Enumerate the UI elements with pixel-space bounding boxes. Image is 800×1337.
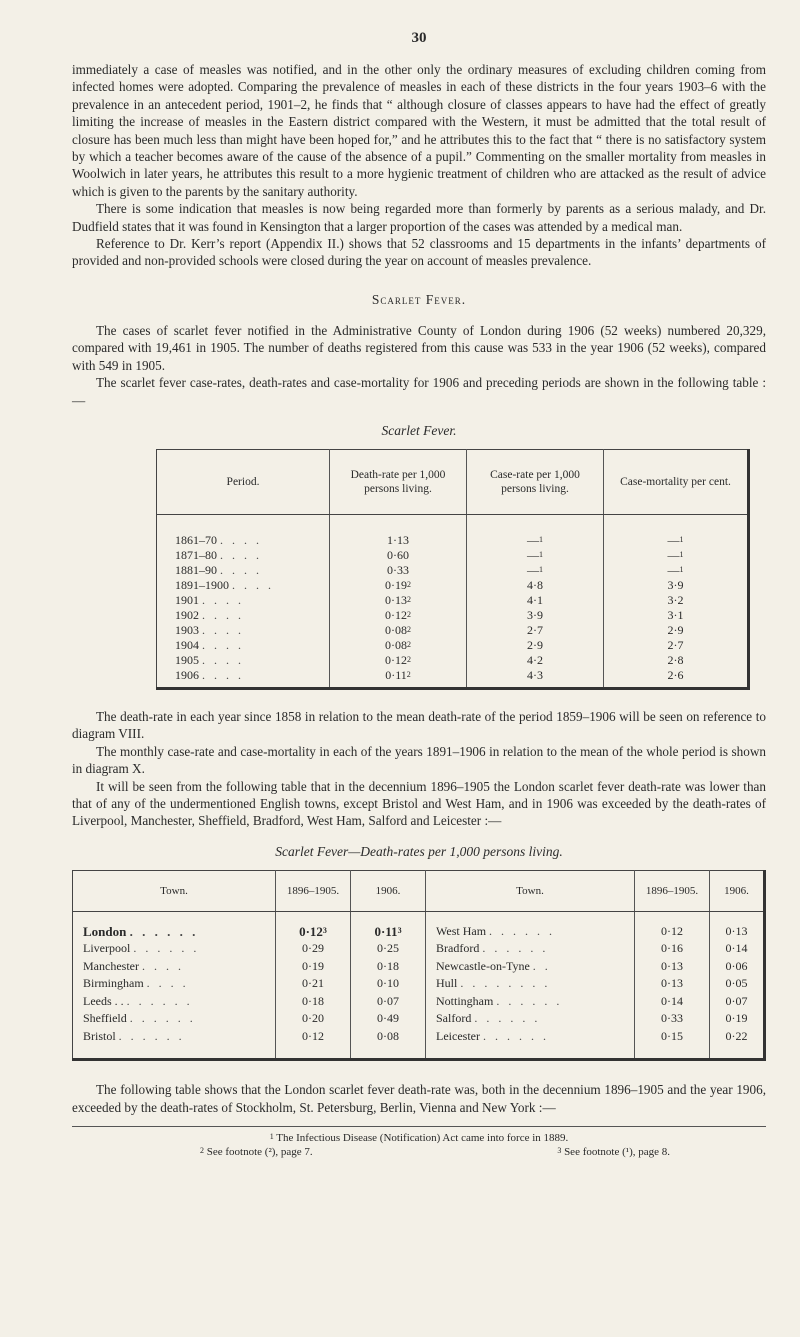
leader-dots: . . . . (202, 652, 244, 667)
table-row (157, 653, 749, 668)
leader-dots: . . . . . . (482, 941, 549, 956)
town-a-1896-cell (276, 911, 351, 940)
period-cell (157, 578, 330, 593)
town-a-name: Liverpool (83, 941, 131, 956)
death-rate-footnote: 2 (407, 624, 411, 634)
period-label: 1906 (175, 667, 199, 682)
case-mortality-cell (604, 638, 749, 653)
town-a-1896-value: 0·12 (299, 923, 323, 939)
leader-dots: . . . . . . . . (460, 976, 551, 991)
death-rate-value: 1·13 (387, 532, 409, 547)
town-a-1896-value: 0·18 (302, 993, 324, 1008)
death-rate-value: 0·12 (385, 607, 407, 622)
town-a-1906-cell (351, 1028, 426, 1060)
period-label: 1881–90 (175, 562, 217, 577)
col-header-case-rate: Case-rate per 1,000 persons living. (467, 449, 604, 514)
death-rate-footnote: 2 (407, 639, 411, 649)
town-a-name: London (83, 923, 127, 939)
footnote-3-text: See footnote (¹), page 8. (564, 1146, 670, 1159)
case-mortality-cell (604, 578, 749, 593)
col-header-b-1896: 1896–1905. (635, 870, 710, 911)
case-rate-value: — (527, 562, 539, 577)
period-label: 1905 (175, 652, 199, 667)
town-b-cell (426, 958, 635, 976)
case-mortality-value: 3·9 (667, 577, 684, 592)
town-b-name: Leicester (436, 1028, 480, 1043)
town-b-cell (426, 993, 635, 1011)
paragraph-measles-malady: There is some indication that measles is now being regarded more than formerly by parents as a serious malady, and Dr. Dudfield states that it was found in Kensington that a larger proportion of the cases was attended by a medical man. (72, 201, 766, 234)
town-b-1896-cell: 0·13 (635, 958, 710, 976)
col-header-period: Period. (157, 449, 330, 514)
case-rate-cell (467, 578, 604, 593)
case-mortality-cell (604, 514, 749, 548)
table-row (73, 993, 765, 1011)
leader-dots: . . . . . . (129, 923, 199, 939)
case-mortality-cell (604, 668, 749, 689)
case-mortality-cell (604, 608, 749, 623)
case-rate-value: 2·7 (527, 622, 543, 637)
town-b-name: West Ham (436, 923, 487, 938)
leader-dots: . . (532, 958, 551, 973)
case-rate-cell (467, 623, 604, 638)
town-a-1906-cell (351, 993, 426, 1011)
town-a-1896-footnote: 3 (322, 925, 327, 935)
case-rate-cell (467, 548, 604, 563)
paragraph-diagram-viii: The death-rate in each year since 1858 in relation to the mean death-rate of the period 1859–1906 will be seen on reference to diagram VIII. (72, 708, 766, 742)
town-a-name: Bristol (83, 1028, 116, 1043)
period-cell (157, 653, 330, 668)
town-a-1906-value: 0·11 (374, 923, 398, 939)
town-a-cell (73, 993, 276, 1011)
town-b-cell (426, 1028, 635, 1060)
town-a-1906-cell (351, 940, 426, 958)
document-page (72, 30, 766, 1159)
case-rate-cell (467, 593, 604, 608)
table-row (157, 548, 749, 563)
period-cell (157, 514, 330, 548)
table-row (157, 563, 749, 578)
town-b-name: Bradford (436, 941, 480, 956)
col-header-a-1906: 1906. (351, 870, 426, 911)
case-mortality-footnote: 1 (679, 549, 684, 559)
case-rate-cell (467, 638, 604, 653)
period-cell (157, 593, 330, 608)
footnote-1 (72, 1131, 766, 1145)
period-cell (157, 548, 330, 563)
period-cell (157, 668, 330, 689)
leader-dots: . . . . . . (126, 993, 193, 1008)
col-header-b-1906: 1906. (710, 870, 765, 911)
case-mortality-value: 2·8 (667, 652, 684, 667)
town-a-cell (73, 975, 276, 993)
case-mortality-value: 2·9 (667, 622, 684, 637)
leader-dots: . . . . (202, 667, 244, 682)
death-rate-cell (330, 668, 467, 689)
leader-dots: . . . . . . (133, 941, 200, 956)
town-b-cell (426, 975, 635, 993)
town-a-1896-cell (276, 993, 351, 1011)
town-a-1906-cell (351, 958, 426, 976)
paragraph-foreign-cities: The following table shows that the London scarlet fever death-rate was, both in the decennium 1896–1905 and the year 1906, exceeded by the death-rates of Stockholm, St. Petersburg, Berlin, Vienna and New York :— (72, 1082, 766, 1115)
col-header-town-b: Town. (426, 870, 635, 911)
town-a-1896-value: 0·19 (302, 958, 324, 973)
case-mortality-footnote: 1 (679, 564, 684, 574)
town-a-cell (73, 911, 276, 940)
town-a-1906-cell (351, 911, 426, 940)
leader-dots: . . . . (202, 592, 244, 607)
case-rate-value: — (527, 532, 539, 547)
footnote-divider (72, 1126, 766, 1127)
case-mortality-value: 2·6 (667, 667, 684, 682)
leader-dots: . . . . (146, 976, 189, 991)
town-b-1906-cell: 0·07 (725, 993, 748, 1008)
case-rate-value: 4·8 (527, 577, 543, 592)
table1-caption: Scarlet Fever. (381, 422, 457, 438)
death-rate-footnote: 2 (406, 669, 411, 679)
case-rate-footnote: 1 (539, 549, 543, 559)
town-a-name: Sheffield (83, 1011, 127, 1026)
town-b-cell (426, 940, 635, 958)
town-b-1896-cell: 0·16 (635, 940, 710, 958)
town-b-1906-cell: 0·05 (725, 976, 748, 991)
town-a-1896-value: 0·12 (302, 1028, 324, 1043)
town-a-1896-cell (276, 1028, 351, 1060)
leader-dots: . . . . . . (496, 993, 563, 1008)
case-mortality-cell (604, 563, 749, 578)
table-row (73, 975, 765, 993)
death-rate-cell (330, 593, 467, 608)
table-row (73, 940, 765, 958)
death-rate-footnote: 2 (407, 594, 411, 604)
leader-dots: . . . . . . (118, 1028, 185, 1043)
paragraph-diagram-x: The monthly case-rate and case-mortality in each of the years 1891–1906 in relation to the mean of the whole period is shown in diagram X. (72, 743, 766, 777)
town-a-1906-value: 0·07 (377, 993, 399, 1008)
town-a-name: Leeds . . (83, 993, 124, 1008)
case-rate-cell (467, 608, 604, 623)
case-mortality-cell (604, 653, 749, 668)
leader-dots: . . . . (220, 562, 262, 577)
town-b-name: Salford (436, 1011, 472, 1026)
town-a-1896-value: 0·29 (302, 941, 324, 956)
paragraph-kerr-report: Reference to Dr. Kerr’s report (Appendix II.) shows that 52 classrooms and 15 departments in the infants’ departments of provided and non-provided schools were closed during the year on account of measles prevalence. (72, 236, 766, 269)
town-b-1906-cell: 0·06 (725, 958, 748, 973)
town-b-1896-cell: 0·14 (635, 993, 710, 1011)
table-row (157, 578, 749, 593)
town-a-cell (73, 940, 276, 958)
footnote-3 (557, 1145, 670, 1159)
scarlet-fever-rates-table (156, 449, 750, 690)
town-b-name: Newcastle-on-Tyne (436, 958, 530, 973)
period-cell (157, 563, 330, 578)
col-header-town-a: Town. (73, 870, 276, 911)
footnote-2 (200, 1145, 313, 1159)
period-label: 1902 (175, 607, 199, 622)
period-cell (157, 623, 330, 638)
town-a-1896-cell (276, 1010, 351, 1028)
leader-dots: . . . . (232, 577, 274, 592)
town-a-1906-cell (351, 975, 426, 993)
case-mortality-cell (604, 623, 749, 638)
town-b-1906-cell: 0·13 (725, 923, 748, 938)
leader-dots: . . . . (202, 607, 244, 622)
town-b-1906-cell: 0·14 (725, 941, 748, 956)
town-a-1906-value: 0·08 (377, 1028, 399, 1043)
case-mortality-footnote: 1 (679, 534, 684, 544)
death-rate-footnote: 2 (407, 654, 411, 664)
town-death-rates-table (72, 870, 766, 1062)
case-mortality-value: — (667, 532, 680, 547)
town-a-1906-cell (351, 1010, 426, 1028)
town-a-1896-value: 0·21 (302, 976, 324, 991)
table-row (157, 668, 749, 689)
period-label: 1904 (175, 637, 199, 652)
table-row (157, 593, 749, 608)
death-rate-footnote: 2 (407, 579, 411, 589)
case-rate-value: 2·9 (527, 637, 543, 652)
death-rate-value: 0·13 (385, 592, 407, 607)
town-b-cell (426, 1010, 635, 1028)
town-a-name: Birmingham (83, 976, 144, 991)
case-rate-footnote: 1 (539, 564, 543, 574)
town-a-1896-value: 0·20 (302, 1011, 324, 1026)
case-mortality-value: — (667, 562, 680, 577)
death-rate-cell (330, 608, 467, 623)
case-rate-value: 4·1 (527, 592, 543, 607)
footnote-1-mark: 1 (269, 1132, 274, 1142)
case-rate-value: 3·9 (527, 607, 543, 622)
table-row (157, 608, 749, 623)
town-b-1896-cell: 0·12 (635, 911, 710, 940)
case-rate-value: 4·2 (527, 652, 543, 667)
case-mortality-value: 3·1 (667, 607, 684, 622)
town-a-1906-value: 0·25 (377, 941, 399, 956)
death-rate-value: 0·12 (385, 652, 407, 667)
town-b-name: Nottingham (436, 993, 494, 1008)
death-rate-footnote: 2 (407, 609, 411, 619)
death-rate-cell (330, 514, 467, 548)
leader-dots: . . . . (220, 532, 262, 547)
leader-dots: . . . . (220, 547, 262, 562)
footnote-2-mark: 2 (200, 1146, 204, 1156)
death-rate-value: 0·60 (387, 547, 409, 562)
town-b-name: Hull (436, 976, 458, 991)
town-a-1906-value: 0·10 (377, 976, 399, 991)
death-rate-cell (330, 563, 467, 578)
paragraph-table-intro: The scarlet fever case-rates, death-rates and case-mortality for 1906 and preceding periods are shown in the following table :— (72, 375, 766, 408)
town-a-1896-cell (276, 958, 351, 976)
period-label: 1861–70 (175, 532, 217, 547)
death-rate-value: 0·08 (385, 622, 407, 637)
town-a-1906-footnote: 3 (397, 925, 402, 935)
table-row (73, 911, 765, 940)
leader-dots: . . . . (202, 622, 244, 637)
case-mortality-value: — (667, 547, 680, 562)
leader-dots: . . . . (141, 958, 184, 973)
paragraph-scarlet-cases: The cases of scarlet fever notified in the Administrative County of London during 1906 (52 weeks) numbered 20,329, compared with 19,461 in 1905. The number of deaths registered from this cause was 533 in the year 1906 (52 weeks), compared with 549 in 1905. (72, 322, 766, 373)
period-cell (157, 638, 330, 653)
period-label: 1901 (175, 592, 199, 607)
footnotes-row (72, 1145, 766, 1159)
town-a-1896-cell (276, 975, 351, 993)
period-label: 1871–80 (175, 547, 217, 562)
town-a-cell (73, 958, 276, 976)
town-a-cell (73, 1028, 276, 1060)
case-mortality-value: 2·7 (667, 637, 684, 652)
leader-dots: . . . . . . (482, 1028, 549, 1043)
table-row (73, 1028, 765, 1060)
town-b-1896-cell: 0·15 (635, 1028, 710, 1060)
case-rate-cell (467, 514, 604, 548)
period-cell (157, 608, 330, 623)
death-rate-value: 0·11 (385, 667, 407, 682)
town-b-1896-cell: 0·13 (635, 975, 710, 993)
death-rate-cell (330, 578, 467, 593)
table-row (157, 623, 749, 638)
death-rate-value: 0·19 (385, 577, 407, 592)
case-rate-cell (467, 668, 604, 689)
col-header-death-rate: Death-rate per 1,000 persons living. (330, 449, 467, 514)
case-mortality-cell (604, 593, 749, 608)
town-a-1906-value: 0·18 (377, 958, 399, 973)
period-label: 1891–1900 (175, 577, 229, 592)
death-rate-cell (330, 653, 467, 668)
case-mortality-value: 3·2 (667, 592, 684, 607)
death-rate-cell (330, 548, 467, 563)
town-a-1896-cell (276, 940, 351, 958)
footnote-1-text: The Infectious Disease (Notification) Act came into force in 1889. (276, 1132, 569, 1145)
paragraph-measles-closure: immediately a case of measles was notified, and in the other only the ordinary measures of excluding children coming from infected homes were adopted. Comparing the prevalence of measles in each of these districts in the four years 1903–6 with the prevalence in an antecedent period, 1901–2, he finds that “ although closure of classes appears to have had the effect of greatly limiting the increase of measles in the Eastern district compared with the Western, it must be admitted that the total result of closure has been much less than might have been hoped for,” and he attributes this to the fact that “ there is no satisfactory system by which a teacher becomes aware of the cause of the absence of a pupil.” Commenting on the smaller mortality from measles in Woolwich in later years, he attributes this result to a more hygienic treatment of children who are attacked as the result of advice which is given to the parents by the sanitary authority. (72, 62, 766, 199)
town-b-1906-cell: 0·19 (725, 1011, 748, 1026)
case-rate-footnote: 1 (539, 534, 543, 544)
table-row (73, 1010, 765, 1028)
footnote-2-text: See footnote (²), page 7. (206, 1146, 313, 1159)
table-row (157, 638, 749, 653)
death-rate-value: 0·08 (385, 637, 407, 652)
case-rate-cell (467, 563, 604, 578)
table-row (157, 514, 749, 548)
town-a-1906-value: 0·49 (377, 1011, 399, 1026)
town-b-cell (426, 911, 635, 940)
case-rate-cell (467, 653, 604, 668)
col-header-case-mortality: Case-mortality per cent. (604, 449, 749, 514)
death-rate-cell (330, 623, 467, 638)
case-mortality-cell (604, 548, 749, 563)
case-rate-value: — (527, 547, 539, 562)
footnote-3-mark: 3 (557, 1146, 562, 1156)
table2-caption: Scarlet Fever—Death-rates per 1,000 persons living. (275, 843, 563, 859)
town-b-1906-cell: 0·22 (725, 1028, 748, 1043)
leader-dots: . . . . . . (474, 1011, 541, 1026)
leader-dots: . . . . (202, 637, 244, 652)
section-heading-scarlet-fever: Scarlet Fever. (371, 291, 467, 307)
case-rate-value: 4·3 (527, 667, 543, 682)
death-rate-cell (330, 638, 467, 653)
town-a-cell (73, 1010, 276, 1028)
leader-dots: . . . . . . (489, 923, 556, 938)
leader-dots: . . . . . . (129, 1011, 196, 1026)
period-label: 1903 (175, 622, 199, 637)
table-row (73, 958, 765, 976)
col-header-a-1896: 1896–1905. (276, 870, 351, 911)
page-number: 30 (411, 30, 427, 46)
town-b-1896-cell: 0·33 (635, 1010, 710, 1028)
town-a-name: Manchester (83, 958, 139, 973)
death-rate-value: 0·33 (387, 562, 409, 577)
paragraph-english-towns: It will be seen from the following table that in the decennium 1896–1905 the London scarlet fever death-rate was lower than that of any of the undermentioned English towns, except Bristol and West Ham, and in 1906 was exceeded by the death-rates of Liverpool, Manchester, Sheffield, Bradford, West Ham, Salford and Leicester :— (72, 778, 766, 829)
